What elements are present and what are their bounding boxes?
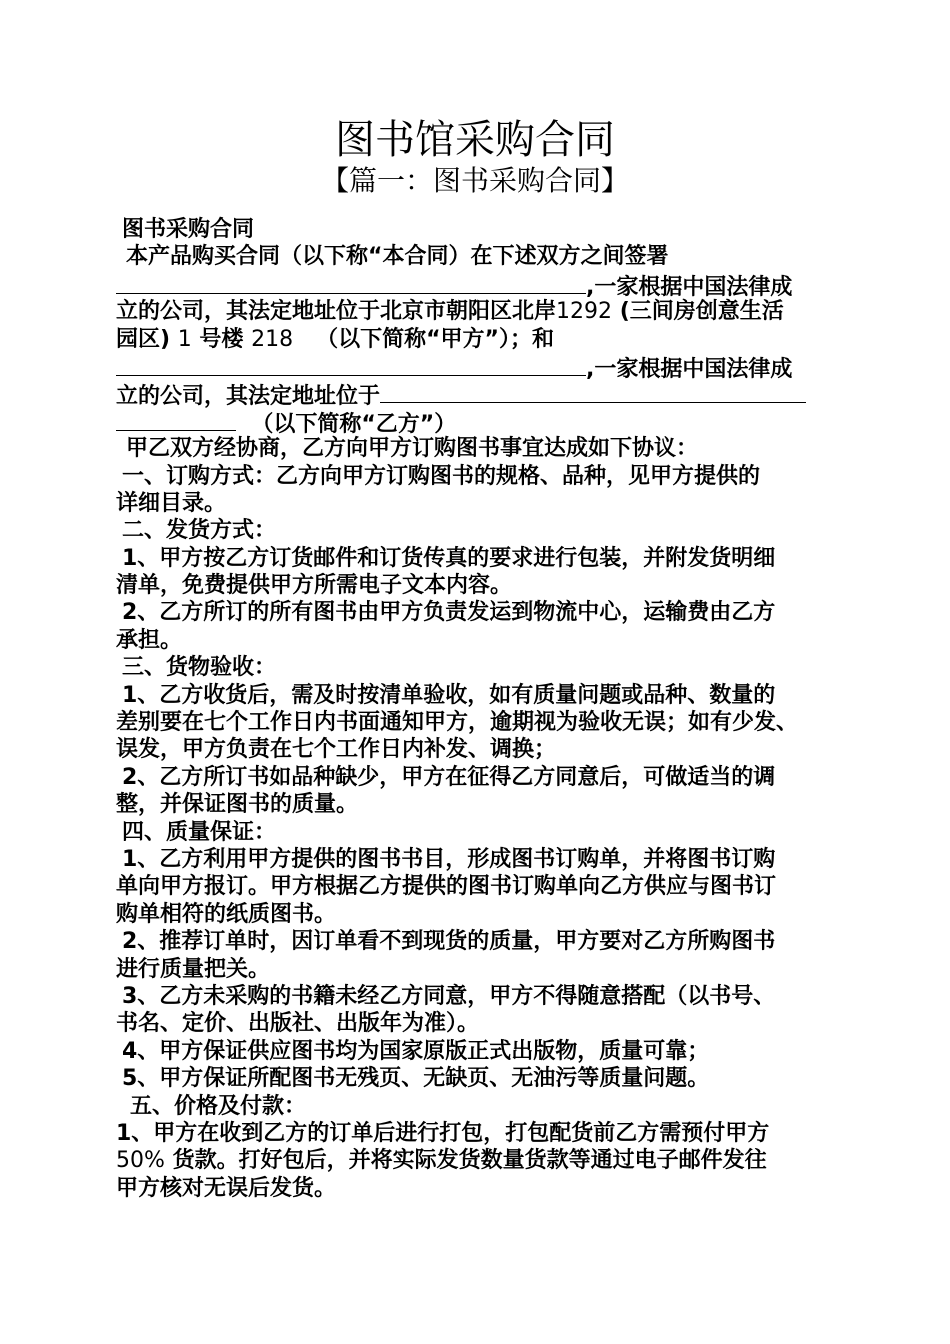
party-b-line-1	[116, 353, 846, 380]
section-1-line-2: 详细目录。	[116, 490, 227, 516]
party-b-line-2	[116, 380, 846, 410]
section-5-1-line-1: 1、甲方在收到乙方的订单后进行打包，打包配货前乙方需预付甲方	[116, 1120, 770, 1146]
party-a-text-2: 立的公司，其法定地址位于北京市朝阳区北岸	[116, 299, 557, 325]
section-5-1-text: 货款。打好包后，并将实际发货数量货款等通过电子邮件发往	[172, 1148, 767, 1174]
party-b-text-3: （以下简称“乙方”）	[251, 411, 457, 437]
section-2-1-line-1: 1、甲方按乙方订货邮件和订货传真的要求进行包装，并附发货明细	[122, 545, 776, 571]
party-a-text-8: （以下简称“甲方”）；和	[316, 326, 554, 352]
section-3-2-line-2: 整，并保证图书的质量。	[116, 792, 359, 818]
party-a-text-1: ,一家根据中国法律成	[586, 274, 793, 300]
contract-body	[116, 216, 846, 1202]
party-b-text-1: ,一家根据中国法律成	[586, 356, 793, 382]
section-1-line-1: 一、订购方式：乙方向甲方订购图书的规格、品种，见甲方提供的	[122, 463, 761, 489]
party-a-text-3: (三间房创意生活	[619, 299, 784, 325]
section-2-1-line-2: 清单，免费提供甲方所需电子文本内容。	[116, 573, 513, 599]
section-4-1-line-1: 1、乙方利用甲方提供的图书书目，形成图书订购单，并将图书订购	[122, 846, 776, 872]
section-2-2-line-2: 承担。	[116, 627, 183, 653]
party-a-building-number: 1	[177, 326, 192, 352]
party-b-text-2: 立的公司，其法定地址位于	[116, 384, 381, 410]
party-b-address-blank-2[interactable]	[116, 408, 236, 431]
section-4-heading: 四、质量保证：	[122, 819, 277, 845]
section-4-1-line-2: 单向甲方报订。甲方根据乙方提供的图书订购单向乙方供应与图书订	[116, 874, 777, 900]
section-4-5-line: 5、甲方保证所配图书无残页、无缺页、无油污等质量问题。	[122, 1066, 710, 1092]
contract-heading: 图书采购合同	[122, 217, 255, 242]
section-3-1-line-3: 误发，甲方负责在七个工作日内补发、调换；	[116, 737, 557, 763]
section-2-heading: 二、发货方式：	[122, 518, 277, 544]
section-2-2-line-1: 2、乙方所订的所有图书由甲方负责发运到物流中心，运输费由乙方	[122, 600, 776, 626]
section-4-2-line-2: 进行质量把关。	[116, 956, 271, 982]
section-4-2-line-1: 2、推荐订单时，因订单看不到现货的质量，甲方要对乙方所购图书	[122, 929, 776, 955]
section-5-heading: 五、价格及付款：	[130, 1093, 307, 1119]
party-a-text-6: 号楼	[199, 326, 244, 352]
section-5-1-line-3: 甲方核对无误后发货。	[116, 1175, 337, 1201]
prepayment-percent: 50%	[116, 1148, 165, 1174]
section-3-2-line-1: 2、乙方所订书如品种缺少，甲方在征得乙方同意后，可做适当的调	[122, 764, 776, 790]
party-a-name-blank[interactable]	[116, 271, 586, 294]
document-subtitle: 【篇一：图书采购合同】	[320, 164, 629, 197]
section-4-3-line-1: 3、乙方未采购的书籍未经乙方同意，甲方不得随意搭配（以书号、	[122, 983, 776, 1009]
party-a-room-number: 218	[251, 326, 294, 352]
party-a-text-4: 园区)	[116, 326, 171, 352]
section-3-1-line-1: 1、乙方收货后，需及时按清单验收，如有质量问题或品种、数量的	[122, 682, 776, 708]
party-b-name-blank[interactable]	[116, 353, 586, 376]
party-a-line-1	[116, 271, 846, 298]
section-4-1-line-3: 购单相符的纸质图书。	[116, 901, 337, 927]
section-4-4-line: 4、甲方保证供应图书均为国家原版正式出版物，质量可靠；	[122, 1038, 710, 1064]
section-3-heading: 三、货物验收：	[122, 655, 277, 681]
document-title: 图书馆采购合同	[335, 117, 615, 163]
section-5-1-line-2	[116, 1147, 846, 1174]
party-a-line-2	[116, 298, 846, 325]
section-3-1-line-2: 差别要在七个工作日内书面通知甲方，逾期视为验收无误；如有少发、	[116, 710, 799, 736]
intro-line: 本产品购买合同（以下称“本合同）在下述双方之间签署	[126, 244, 669, 270]
party-b-line-3	[116, 408, 846, 435]
party-a-address-number: 1292	[556, 299, 613, 325]
party-b-address-blank[interactable]	[380, 380, 806, 403]
agreement-line: 甲乙双方经协商，乙方向甲方订购图书事宜达成如下协议：	[126, 436, 699, 462]
section-4-3-line-2: 书名、定价、出版社、出版年为准）。	[116, 1011, 480, 1037]
party-a-line-3	[116, 326, 846, 353]
